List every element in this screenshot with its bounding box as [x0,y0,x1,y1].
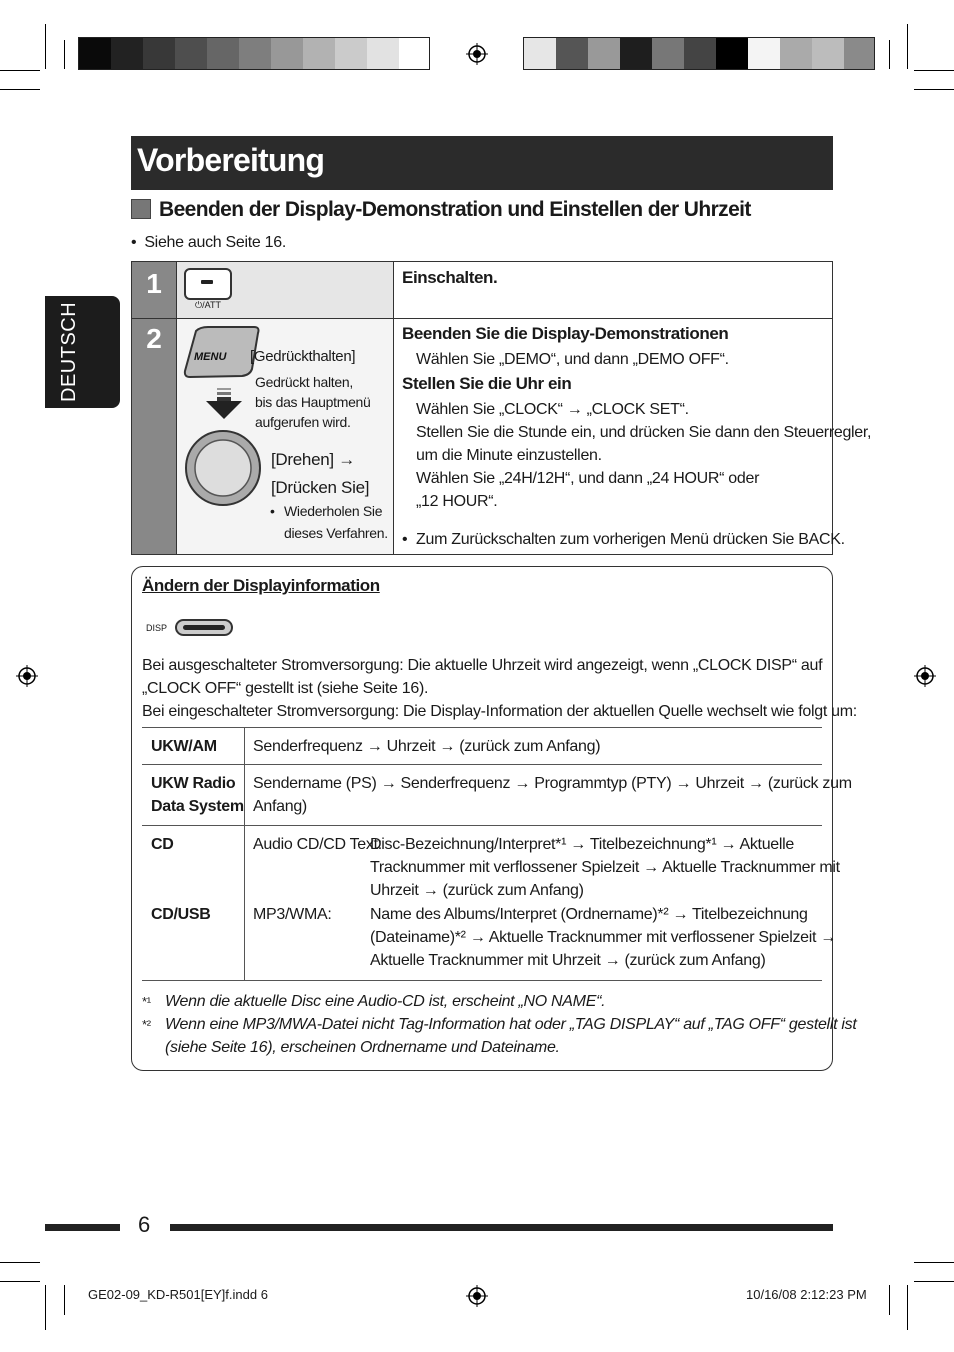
footnote-mark: *¹ [142,994,151,1009]
hold-label: [Gedrückthalten] [250,348,356,365]
display-info-paragraph: Bei ausgeschalteter Stromversorgung: Die aktuelle Uhrzeit wird angezeigt, wenn „CLOCK DISP“ auf „CLOCK OFF“ gestellt ist (siehe Seite 16). Bei eingeschalteter Stromversorgung: Die Display-Information der aktuellen Quelle wechselt wie folgt um: [142,657,857,720]
mp3-wma-label: MP3/WMA: [253,906,332,923]
sequence-ukw-am: Senderfrequenz → Uhrzeit → (zurück zum Anfang) [253,738,601,755]
step-number: 1 [132,262,176,318]
sequence-mp3: Name des Albums/Interpret (Ordnername)*² → Titelbezeichnung (Dateiname)*² → Aktuelle Tracknummer mit verflossener Spielzeit → Aktuelle Tracknummer mit Uhrzeit → (zurück zum Anfang) [370,906,836,969]
step2-text-demo: Wählen Sie „DEMO“, und dann „DEMO OFF“. [416,351,729,368]
registration-mark-icon [16,665,38,687]
sequence-rds: Sendername (PS) → Senderfrequenz → Programmtyp (PTY) → Uhrzeit → (zurück zum Anfang) [253,775,852,815]
see-also-note: • Siehe auch Seite 16. [131,234,286,251]
footnote-2: Wenn eine MP3/MWA-Datei nicht Tag-Information hat oder „TAG DISPLAY“ auf „TAG OFF“ gestellt ist (siehe Seite 16), erscheinen Ordnername und Dateiname. [165,1016,857,1056]
cd-text-label: Audio CD/CD Text: [253,836,382,853]
source-cd-usb: CD/USB [151,906,211,923]
registration-mark-icon [914,665,936,687]
section-heading: Beenden der Display-Demonstration und Einstellen der Uhrzeit [159,198,751,221]
button-indicator [201,280,213,284]
language-tab-label: DEUTSCH [58,301,80,403]
section-marker-icon [131,199,151,219]
source-cd: CD [151,836,174,853]
arrow-down-icon [205,388,243,420]
footnote-1: Wenn die aktuelle Disc eine Audio-CD ist, erscheint „NO NAME“. [165,993,606,1010]
page-title: Vorbereitung [137,142,325,178]
power-att-label: ⏻/ATT [195,300,221,310]
slug-filename: GE02-09_KD-R501[EY]f.indd 6 [88,1287,268,1302]
back-note: • Zum Zurückschalten zum vorherigen Menü drücken Sie BACK. [402,531,845,548]
step2-heading-demo: Beenden Sie die Display-Demonstrationen [402,324,729,343]
step-number: 2 [132,319,176,554]
display-info-heading: Ändern der Displayinformation [142,576,380,595]
registration-mark-icon [466,43,488,65]
disp-label: DISP [146,623,168,633]
footnote-mark: *² [142,1017,151,1032]
menu-button-text: MENU [194,351,227,363]
step1-heading: Einschalten. [402,268,498,287]
footer-bar [45,1224,120,1231]
step2-heading-clock: Stellen Sie die Uhr ein [402,374,572,393]
dial-instructions: [Drehen] → [Drücken Sie] [271,450,370,497]
source-rds: UKW Radio Data System [151,775,244,815]
registration-mark-icon [466,1285,488,1307]
sequence-cd: Disc-Bezeichnung/Interpret*¹ → Titelbezeichnung*¹ → Aktuelle Tracknummer mit verflossener Spielzeit → Aktuelle Tracknummer mit Uhrzeit → (zurück zum Anfang) [370,836,840,899]
power-att-button[interactable] [184,268,232,300]
disp-button[interactable] [175,619,233,636]
page-number: 6 [138,1212,151,1237]
source-ukw-am: UKW/AM [151,738,217,755]
hold-note: Gedrückt halten, bis das Hauptmenü aufgerufen wird. [255,374,371,430]
disp-button-slot [183,625,225,630]
control-dial-icon[interactable] [183,428,263,508]
footer-bar [170,1224,833,1231]
slug-date: 10/16/08 2:12:23 PM [746,1287,867,1302]
step2-text-clock: Wählen Sie „CLOCK“ → „CLOCK SET“. Stellen Sie die Stunde ein, und drücken Sie dann den Steuerregler, um die Minute einzustellen. Wählen Sie „24H/12H“, und dann „24 HOUR“ oder „12 HOUR“. [416,401,872,510]
repeat-note: • Wiederholen Sie dieses Verfahren. [270,503,388,541]
